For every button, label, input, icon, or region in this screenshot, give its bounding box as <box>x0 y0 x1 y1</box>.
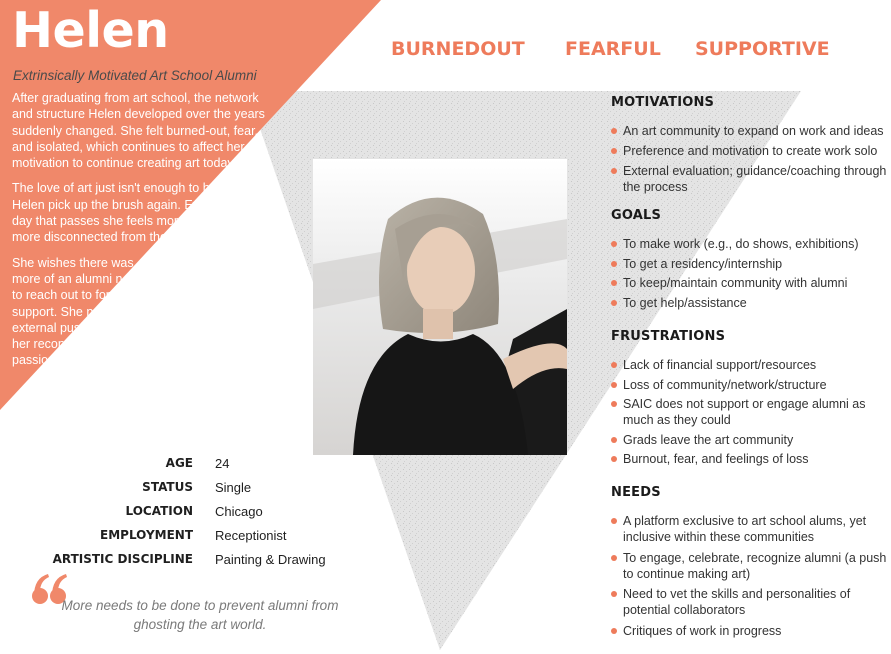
bio-paragraph: After graduating from art school, the network and structure Helen developed over the years suddenly changed. She felt burned-out, fear, and isolated, which continues to affect her motivation to continue creating art today. <box>12 91 265 171</box>
section-title: FRUSTRATIONS <box>611 329 726 344</box>
list-item-text: To engage, celebrate, recognize alumni (a push to continue making art) <box>623 551 887 581</box>
list-item <box>611 357 887 373</box>
bullet-icon <box>611 300 617 306</box>
bullet-icon <box>611 128 617 134</box>
bullet-icon <box>611 168 617 174</box>
bullet-icon <box>611 241 617 247</box>
persona-photo <box>313 159 567 455</box>
list-item-text: SAIC does not support or engage alumni as much as they could <box>623 397 866 427</box>
demographic-row <box>40 523 326 547</box>
list-item-text: To get help/assistance <box>623 295 747 310</box>
list-item <box>611 295 887 311</box>
trait-label: SUPPORTIVE <box>695 38 830 60</box>
list-item-text: External evaluation; guidance/coaching through the process <box>623 164 887 194</box>
bullet-icon <box>611 280 617 286</box>
demographic-label: EMPLOYMENT <box>100 528 193 542</box>
list-item-text: Burnout, fear, and feelings of loss <box>623 452 809 466</box>
list-item-text: To make work (e.g., do shows, exhibitions) <box>623 237 859 251</box>
list-item-text: Lack of financial support/resources <box>623 358 817 372</box>
bullet-icon <box>611 261 617 267</box>
list-item-text: To get a residency/internship <box>623 256 783 271</box>
bullet-icon <box>611 362 617 368</box>
motivations-list <box>611 123 887 195</box>
demographic-value: Receptionist <box>215 527 287 543</box>
bullet-icon <box>611 401 617 407</box>
bullet-icon <box>611 628 617 634</box>
bullet-icon <box>611 382 617 388</box>
demographic-row <box>40 451 326 475</box>
list-item <box>611 396 887 428</box>
bullet-icon <box>611 456 617 462</box>
list-item <box>611 143 887 159</box>
persona-bio <box>12 90 274 378</box>
list-item-text: A platform exclusive to art school alums, yet inclusive within these communities <box>623 514 867 544</box>
bullet-icon <box>611 148 617 154</box>
demographic-row <box>40 499 326 523</box>
section-title: NEEDS <box>611 485 661 500</box>
demographic-label: STATUS <box>142 480 193 494</box>
list-item <box>611 451 887 467</box>
list-item <box>611 513 887 545</box>
persona-subtitle: Extrinsically Motivated Art School Alumni <box>13 68 257 83</box>
bullet-icon <box>611 555 617 561</box>
list-item <box>611 377 887 393</box>
list-item <box>611 163 887 195</box>
demographic-value: Chicago <box>215 503 263 519</box>
list-item <box>611 256 887 272</box>
bio-paragraph: The love of art just isn't enough to help Helen pick up the brush again. Every day that passes she feels more and more disconnected from the art world. <box>12 181 227 245</box>
list-item <box>611 586 887 618</box>
bullet-icon <box>611 437 617 443</box>
list-item-text: Need to vet the skills and personalities of potential collaborators <box>623 587 851 617</box>
section-title: GOALS <box>611 208 662 223</box>
demographic-row <box>40 475 326 499</box>
trait-label: FEARFUL <box>565 38 661 60</box>
demographic-value: 24 <box>215 455 230 471</box>
list-item <box>611 623 887 639</box>
list-item-text: Critiques of work in progress <box>623 624 782 638</box>
trait-label: BURNEDOUT <box>391 38 525 60</box>
goals-list <box>611 236 887 311</box>
list-item <box>611 550 887 582</box>
section-title: MOTIVATIONS <box>611 95 715 110</box>
demographic-label: AGE <box>165 456 193 470</box>
bullet-icon <box>611 591 617 597</box>
list-item <box>611 236 887 252</box>
persona-name: Helen <box>12 2 169 59</box>
portrait-image <box>313 159 567 455</box>
demographic-row <box>40 547 326 571</box>
bio-paragraph: She wishes there was more of an alumni network to reach out to for help and support. She needs an external push to help get her reconnected to her passion. <box>12 255 162 368</box>
frustrations-list <box>611 357 887 467</box>
demographic-value: Painting & Drawing <box>215 551 326 567</box>
demographics-table <box>40 451 326 571</box>
list-item <box>611 123 887 139</box>
list-item <box>611 275 887 291</box>
persona-quote: More needs to be done to prevent alumni from ghosting the art world. <box>61 598 339 632</box>
needs-list <box>611 513 887 639</box>
demographic-label: ARTISTIC DISCIPLINE <box>52 552 193 566</box>
demographic-value: Single <box>215 479 252 495</box>
list-item <box>611 432 887 448</box>
bullet-icon <box>611 518 617 524</box>
list-item-text: An art community to expand on work and ideas <box>623 124 884 138</box>
list-item-text: Grads leave the art community <box>623 432 794 447</box>
list-item-text: To keep/maintain community with alumni <box>623 276 848 290</box>
list-item-text: Loss of community/network/structure <box>623 377 827 392</box>
list-item-text: Preference and motivation to create work solo <box>623 144 878 158</box>
demographic-label: LOCATION <box>125 504 193 518</box>
